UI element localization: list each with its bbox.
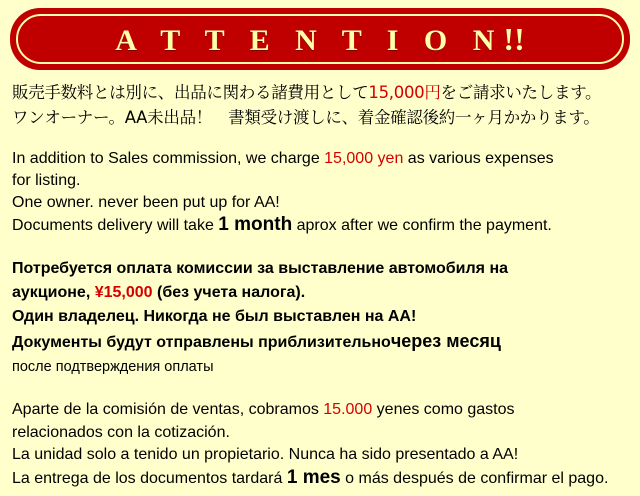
russian-line-2-part-b: (без учета налога). [152, 284, 306, 301]
english-line-1-part-a: In addition to Sales commission, we charge [12, 150, 325, 167]
russian-line-3: Один владелец. Никогда не был выставлен на AA! [12, 308, 417, 325]
russian-duration-amount: через месяц [390, 331, 501, 351]
spanish-line-2-part-a: relacionados con la cotizaci [12, 423, 208, 441]
russian-line-2 [12, 281, 630, 305]
english-line-4-part-a: Documents delivery will take [12, 217, 219, 234]
attention-banner [10, 8, 630, 70]
spanish-line-3: La unidad solo a tenido un propietario. Nunca ha sido presentado a AA! [12, 446, 519, 463]
russian-line-2-part-a: аукционе, [12, 284, 95, 301]
english-duration-amount: 1 month [218, 214, 293, 235]
attention-banner-border [16, 14, 624, 64]
spanish-line-1-part-b: n de ventas, cobramos [156, 401, 324, 418]
spacer-after-english [12, 243, 630, 257]
spanish-block [12, 399, 630, 490]
spanish-line-1-part-a: Aparte de la comisi [12, 401, 149, 418]
japanese-line-2: ワンオーナー。AA未出品！ 書類受け渡しに、着金確認後約一ヶ月かかります。 [12, 108, 600, 127]
russian-line-5: после подтверждения оплаты [12, 359, 214, 375]
english-line-1 [12, 148, 630, 170]
japanese-fee-amount: 15,000円 [368, 83, 441, 102]
russian-fee-amount: ¥15,000 [94, 284, 153, 301]
attention-banner-text [115, 21, 524, 58]
spanish-line-1-accent: ó [148, 401, 157, 418]
spanish-line-1 [12, 399, 630, 422]
spacer-after-russian [12, 385, 630, 399]
attention-title: A T T E N T I O N [115, 23, 504, 57]
spanish-duration-amount: 1 mes [286, 466, 341, 488]
spanish-line-4-part-a: La entrega de los documentos tardará [12, 469, 287, 487]
russian-line-4-part-a: Документы будут отправлены приблизительно [12, 334, 391, 351]
notice-content [12, 80, 630, 496]
english-line-4 [12, 214, 630, 237]
english-block [12, 148, 630, 237]
japanese-line-1 [12, 80, 630, 105]
japanese-line-1-part-b: をご請求いたします。 [440, 83, 602, 102]
english-line-4-part-b: aprox after we confirm the payment. [292, 217, 552, 234]
english-line-1-part-b: as various expenses [403, 150, 554, 167]
spanish-line-4 [12, 467, 630, 491]
russian-line-1: Потребуется оплата комиссии за выставление автомобиля на [12, 260, 509, 277]
english-line-3: One owner. never been put up for AA! [12, 194, 280, 211]
russian-block [12, 257, 630, 379]
spanish-fee-amount: 15.000 [323, 401, 373, 418]
russian-line-4 [12, 329, 630, 355]
spanish-line-4-part-b: o más después de confirmar el pago. [340, 469, 609, 487]
spanish-line-2-part-b: n. [216, 423, 230, 441]
spanish-line-2-accent: ó [207, 423, 217, 441]
spacer-after-japanese [12, 140, 630, 148]
japanese-line-1-part-a: 販売手数料とは別に、出品に関わる諸費用として [12, 83, 369, 102]
spanish-line-2 [12, 422, 630, 445]
english-line-2: for listing. [12, 172, 81, 189]
attention-exclamation: !! [503, 20, 525, 57]
spanish-line-1-part-c: yenes como gastos [372, 401, 515, 418]
japanese-block [12, 80, 630, 130]
english-fee-amount: 15,000 yen [324, 150, 404, 167]
